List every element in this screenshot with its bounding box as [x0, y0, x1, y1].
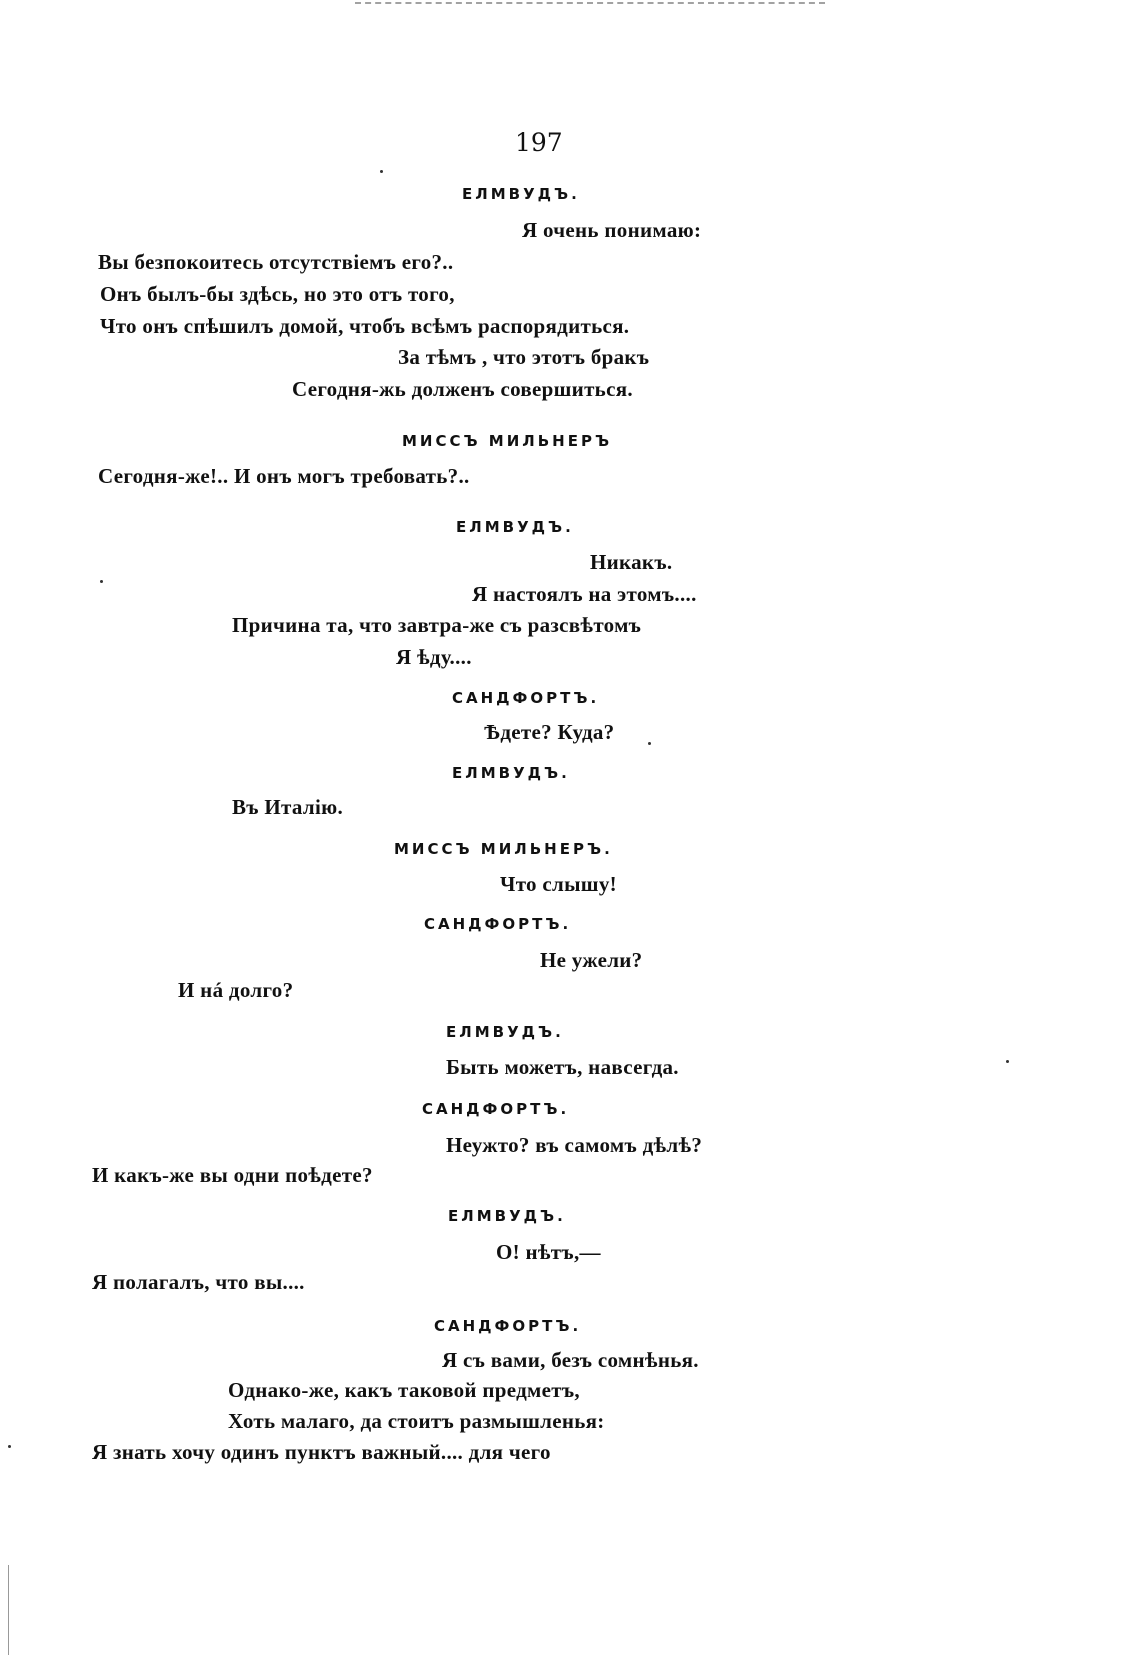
verse-line: И нá долго?	[178, 978, 294, 1002]
verse-line: Быть можетъ, навсегда.	[446, 1055, 679, 1079]
speaker-heading: МИССЪ МИЛЬНЕРЪ	[402, 432, 613, 450]
verse-line: Я ѣду....	[396, 645, 472, 669]
verse-line: Онъ былъ-бы здѣсь, но это отъ того,	[100, 282, 455, 306]
verse-line: Я знать хочу одинъ пунктъ важный.... для чего	[92, 1440, 551, 1464]
verse-line: Что слышу!	[500, 872, 617, 896]
speaker-heading: САНДФОРТЪ.	[424, 915, 572, 933]
verse-line: Неужто? въ самомъ дѣлѣ?	[446, 1133, 703, 1157]
verse-line: Хоть малаго, да стоитъ размышленья:	[228, 1409, 605, 1433]
print-speck	[380, 170, 383, 173]
speaker-heading: ЕЛМВУДЪ.	[448, 1207, 566, 1225]
speaker-heading: ЕЛМВУДЪ.	[452, 764, 570, 782]
verse-line: Я настоялъ на этомъ....	[472, 582, 697, 606]
verse-line: Я очень понимаю:	[522, 218, 702, 242]
top-edge-rule	[355, 2, 825, 4]
verse-line: Сегодня-жь долженъ совершиться.	[292, 377, 633, 401]
page-number: 197	[515, 128, 563, 157]
print-speck	[1006, 1060, 1009, 1063]
verse-line: За тѣмъ , что этотъ бракъ	[398, 345, 650, 369]
speaker-heading: САНДФОРТЪ.	[434, 1317, 582, 1335]
speaker-heading: ЕЛМВУДЪ.	[456, 518, 574, 536]
verse-line: Въ Италію.	[232, 795, 344, 819]
print-speck	[648, 742, 651, 745]
print-speck	[8, 1445, 11, 1448]
verse-line: Никакъ.	[590, 550, 673, 574]
speaker-heading: САНДФОРТЪ.	[422, 1100, 570, 1118]
verse-line: Причина та, что завтра-же съ разсвѣтомъ	[232, 613, 642, 637]
print-speck	[100, 580, 103, 583]
verse-line: Я съ вами, безъ сомнѣнья.	[442, 1348, 699, 1372]
verse-line: Сегодня-же!.. И онъ могъ требовать?..	[98, 464, 470, 488]
page-edge-mark	[8, 1565, 9, 1655]
speaker-heading: ЕЛМВУДЪ.	[462, 185, 580, 203]
verse-line: Я полагалъ, что вы....	[92, 1270, 305, 1294]
verse-line: Не ужели?	[540, 948, 643, 972]
speaker-heading: ЕЛМВУДЪ.	[446, 1023, 564, 1041]
verse-line: Ѣдете? Куда?	[484, 720, 615, 744]
verse-line: О! нѣтъ,—	[496, 1240, 601, 1264]
verse-line: Что онъ спѣшилъ домой, чтобъ всѣмъ распорядиться.	[100, 314, 630, 338]
verse-line: И какъ-же вы одни поѣдете?	[92, 1163, 373, 1187]
verse-line: Однако-же, какъ таковой предметъ,	[228, 1378, 580, 1402]
speaker-heading: САНДФОРТЪ.	[452, 689, 600, 707]
speaker-heading: МИССЪ МИЛЬНЕРЪ.	[394, 840, 613, 858]
verse-line: Вы безпокоитесь отсутствіемъ его?..	[98, 250, 454, 274]
